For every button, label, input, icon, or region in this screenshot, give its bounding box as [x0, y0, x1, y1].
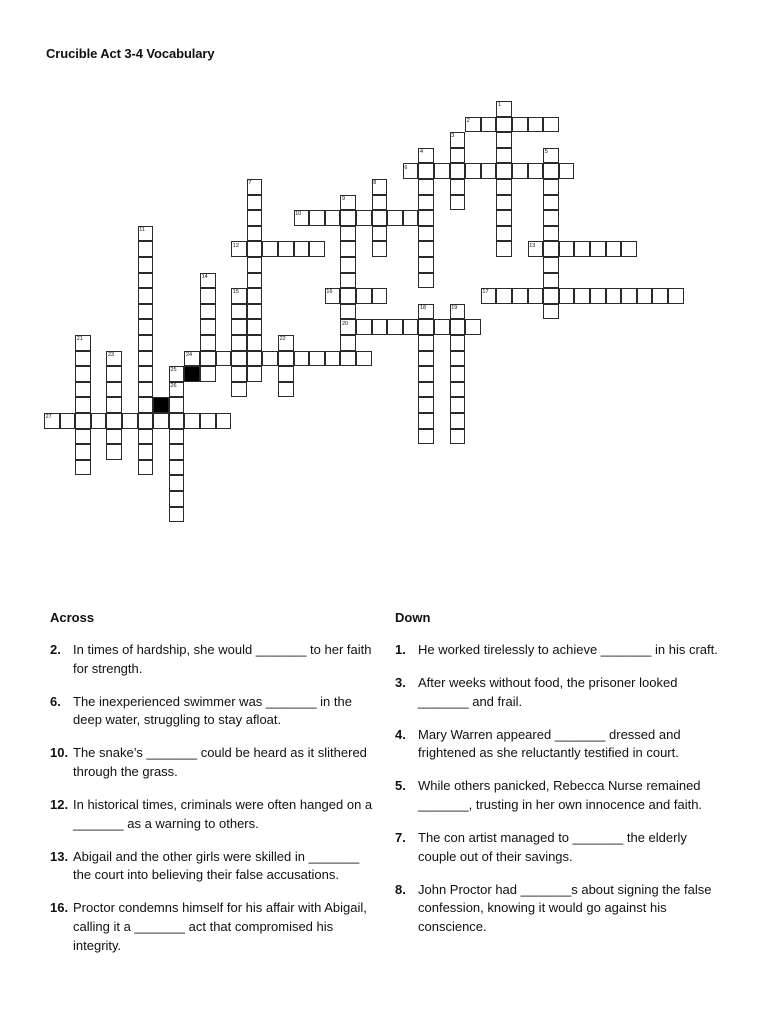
- grid-cell[interactable]: [606, 288, 622, 304]
- grid-cell[interactable]: [169, 475, 185, 491]
- grid-cell[interactable]: [418, 257, 434, 273]
- grid-cell[interactable]: [153, 413, 169, 429]
- clue-number: 13.: [50, 848, 69, 864]
- grid-cell[interactable]: [496, 195, 512, 211]
- grid-cell[interactable]: [512, 117, 528, 133]
- clue-number: 2.: [50, 642, 61, 657]
- grid-cell[interactable]: [231, 366, 247, 382]
- grid-cell[interactable]: [138, 273, 154, 289]
- grid-cell[interactable]: [543, 304, 559, 320]
- grid-cell[interactable]: [247, 351, 263, 367]
- grid-cell[interactable]: [528, 163, 544, 179]
- grid-cell[interactable]: [138, 366, 154, 382]
- clue-text: While others panicked, Rebecca Nurse remained _______, trusting in her own innocence and faith.: [418, 778, 703, 813]
- grid-cell[interactable]: [247, 195, 263, 211]
- grid-cell[interactable]: [481, 163, 497, 179]
- grid-cell[interactable]: [309, 210, 325, 226]
- grid-cell[interactable]: [169, 397, 185, 413]
- grid-cell[interactable]: [138, 351, 154, 367]
- grid-cell[interactable]: [340, 273, 356, 289]
- grid-cell[interactable]: [75, 429, 91, 445]
- grid-cell[interactable]: [91, 413, 107, 429]
- grid-clue-number: 15: [232, 289, 239, 296]
- grid-cell[interactable]: [356, 351, 372, 367]
- grid-cell[interactable]: [418, 429, 434, 445]
- across-clue: [50, 744, 380, 781]
- grid-clue-number: 9: [342, 195, 346, 202]
- down-clue: [395, 829, 725, 866]
- grid-cell[interactable]: [122, 413, 138, 429]
- grid-clue-number: 12: [232, 242, 239, 249]
- down-clue: [395, 641, 725, 660]
- grid-cell[interactable]: [294, 351, 310, 367]
- grid-clue-number: 20: [342, 320, 349, 327]
- grid-cell[interactable]: [247, 319, 263, 335]
- grid-clue-number: 1: [498, 102, 502, 109]
- clue-number: 6.: [50, 693, 61, 709]
- grid-cell[interactable]: [231, 382, 247, 398]
- grid-cell[interactable]: [543, 288, 559, 304]
- grid-cell[interactable]: [278, 351, 294, 367]
- grid-cell[interactable]: [387, 210, 403, 226]
- grid-cell[interactable]: [496, 210, 512, 226]
- grid-cell[interactable]: [138, 397, 154, 413]
- down-clue: [395, 674, 725, 711]
- grid-cell[interactable]: [606, 241, 622, 257]
- grid-cell[interactable]: [496, 179, 512, 195]
- grid-cell[interactable]: [106, 413, 122, 429]
- grid-clue-number: 18: [420, 305, 427, 311]
- grid-cell[interactable]: [106, 429, 122, 445]
- grid-cell[interactable]: [496, 117, 512, 133]
- grid-cell[interactable]: [247, 210, 263, 226]
- grid-cell[interactable]: [356, 210, 372, 226]
- clue-number: 4.: [395, 726, 406, 742]
- grid-clue-number: 14: [201, 273, 208, 280]
- grid-clue-number: 23: [108, 351, 115, 358]
- grid-cell[interactable]: [418, 241, 434, 257]
- down-clue: [395, 881, 725, 937]
- across-clues: [50, 610, 380, 970]
- grid-clue-number: 25: [170, 367, 177, 374]
- grid-cell[interactable]: [340, 335, 356, 351]
- grid-clue-number: 6: [404, 164, 408, 171]
- grid-clue-number: 24: [186, 351, 193, 358]
- page-title: Crucible Act 3-4 Vocabulary: [46, 46, 215, 61]
- grid-cell[interactable]: [450, 429, 466, 445]
- clue-number: 10.: [50, 745, 69, 761]
- grid-cell[interactable]: [138, 413, 154, 429]
- grid-cell[interactable]: [574, 241, 590, 257]
- down-clues: [395, 610, 725, 951]
- grid-cell[interactable]: [200, 351, 216, 367]
- down-clue: [395, 777, 725, 814]
- across-clue: [50, 796, 380, 833]
- grid-cell[interactable]: [372, 319, 388, 335]
- grid-clue-number: 8: [373, 180, 377, 187]
- grid-cell[interactable]: [200, 413, 216, 429]
- grid-cell[interactable]: [450, 319, 466, 335]
- grid-cell[interactable]: [559, 241, 575, 257]
- down-clue: [395, 726, 725, 763]
- grid-cell[interactable]: [528, 117, 544, 133]
- grid-cell[interactable]: [138, 444, 154, 460]
- grid-clue-number: 19: [451, 305, 458, 311]
- grid-cell[interactable]: [496, 241, 512, 257]
- grid-block: [153, 397, 169, 413]
- grid-cell[interactable]: [247, 273, 263, 289]
- grid-clue-number: 10: [295, 211, 302, 218]
- grid-cell[interactable]: [262, 351, 278, 367]
- grid-cell[interactable]: [231, 304, 247, 320]
- grid-cell[interactable]: [496, 148, 512, 164]
- grid-cell[interactable]: [340, 351, 356, 367]
- grid-cell[interactable]: [169, 413, 185, 429]
- clue-text: After weeks without food, the prisoner looked _______ and frail.: [418, 675, 678, 709]
- grid-cell[interactable]: [450, 413, 466, 429]
- grid-cell[interactable]: [543, 210, 559, 226]
- grid-cell[interactable]: [262, 241, 278, 257]
- grid-cell[interactable]: [309, 241, 325, 257]
- grid-cell[interactable]: [278, 366, 294, 382]
- grid-cell[interactable]: [169, 491, 185, 507]
- grid-cell[interactable]: [340, 288, 356, 304]
- grid-cell[interactable]: [528, 288, 544, 304]
- grid-cell[interactable]: [325, 210, 341, 226]
- grid-cell[interactable]: [496, 132, 512, 148]
- grid-cell[interactable]: [559, 163, 575, 179]
- grid-cell[interactable]: [418, 163, 434, 179]
- grid-cell[interactable]: [372, 288, 388, 304]
- clue-number: 8.: [395, 881, 406, 897]
- grid-cell[interactable]: [450, 382, 466, 398]
- grid-cell[interactable]: [356, 288, 372, 304]
- grid-cell[interactable]: [465, 163, 481, 179]
- clue-text: The con artist managed to _______ the elderly couple out of their savings.: [418, 830, 687, 864]
- grid-cell[interactable]: [138, 429, 154, 445]
- grid-cell[interactable]: [574, 288, 590, 304]
- grid-cell[interactable]: [278, 241, 294, 257]
- grid-cell[interactable]: [138, 241, 154, 257]
- grid-clue-number: 16: [326, 289, 333, 296]
- clue-number: 5.: [395, 778, 406, 794]
- grid-cell[interactable]: [418, 319, 434, 335]
- grid-cell[interactable]: [496, 226, 512, 242]
- clue-text: Proctor condemns himself for his affair with Abigail, calling it a _______ act that compromised his integrity.: [73, 900, 367, 953]
- grid-cell[interactable]: [418, 382, 434, 398]
- grid-cell[interactable]: [450, 163, 466, 179]
- grid-cell[interactable]: [184, 413, 200, 429]
- grid-cell[interactable]: [247, 335, 263, 351]
- grid-cell[interactable]: [106, 444, 122, 460]
- grid-cell[interactable]: [418, 397, 434, 413]
- grid-cell[interactable]: [169, 444, 185, 460]
- grid-cell[interactable]: [450, 397, 466, 413]
- grid-clue-number: 27: [45, 414, 52, 421]
- grid-cell[interactable]: [418, 413, 434, 429]
- grid-cell[interactable]: [231, 335, 247, 351]
- grid-clue-number: 4: [420, 149, 424, 155]
- grid-cell[interactable]: [543, 226, 559, 242]
- clue-text: In historical times, criminals were often hanged on a _______ as a warning to others.: [73, 797, 373, 831]
- clue-text: John Proctor had _______s about signing the false confession, knowing it would go against his conscience.: [418, 881, 712, 935]
- grid-clue-number: 17: [482, 289, 489, 296]
- grid-cell[interactable]: [340, 210, 356, 226]
- grid-cell[interactable]: [387, 319, 403, 335]
- grid-cell[interactable]: [75, 413, 91, 429]
- clue-text: Mary Warren appeared _______ dressed and frightened as she reluctantly testified in court.: [418, 726, 681, 761]
- grid-cell[interactable]: [496, 163, 512, 179]
- grid-clue-number: 5: [544, 149, 548, 155]
- grid-clue-number: 11: [139, 227, 145, 233]
- grid-cell[interactable]: [418, 179, 434, 195]
- grid-cell[interactable]: [75, 366, 91, 382]
- grid-cell[interactable]: [216, 351, 232, 367]
- grid-cell[interactable]: [450, 148, 466, 164]
- grid-cell[interactable]: [138, 382, 154, 398]
- grid-cell[interactable]: [559, 288, 575, 304]
- grid-cell[interactable]: [106, 397, 122, 413]
- grid-cell[interactable]: [356, 319, 372, 335]
- grid-cell[interactable]: [200, 335, 216, 351]
- grid-cell[interactable]: [200, 304, 216, 320]
- grid-clue-number: 7: [248, 180, 252, 187]
- grid-clue-number: 21: [76, 336, 83, 343]
- grid-cell[interactable]: [434, 163, 450, 179]
- grid-cell[interactable]: [652, 288, 668, 304]
- grid-cell[interactable]: [340, 241, 356, 257]
- grid-cell[interactable]: [138, 460, 154, 476]
- grid-cell[interactable]: [481, 117, 497, 133]
- grid-cell[interactable]: [418, 335, 434, 351]
- grid-cell[interactable]: [309, 351, 325, 367]
- clue-text: The inexperienced swimmer was _______ in the deep water, struggling to stay afloat.: [73, 693, 352, 728]
- grid-cell[interactable]: [231, 351, 247, 367]
- grid-cell[interactable]: [418, 226, 434, 242]
- grid-cell[interactable]: [75, 444, 91, 460]
- grid-cell[interactable]: [60, 413, 76, 429]
- grid-cell[interactable]: [340, 226, 356, 242]
- clue-text: The snake’s _______ could be heard as it slithered through the grass.: [73, 745, 367, 779]
- grid-cell[interactable]: [75, 397, 91, 413]
- grid-cell[interactable]: [138, 304, 154, 320]
- grid-cell[interactable]: [247, 257, 263, 273]
- across-clue: [50, 848, 380, 885]
- grid-cell[interactable]: [590, 241, 606, 257]
- grid-cell[interactable]: [418, 366, 434, 382]
- grid-cell[interactable]: [621, 241, 637, 257]
- grid-cell[interactable]: [138, 335, 154, 351]
- across-clue: [50, 641, 380, 678]
- grid-cell[interactable]: [543, 195, 559, 211]
- across-heading: Across: [50, 610, 95, 625]
- grid-cell[interactable]: [169, 507, 185, 523]
- grid-cell[interactable]: [138, 319, 154, 335]
- grid-cell[interactable]: [403, 319, 419, 335]
- grid-cell[interactable]: [450, 179, 466, 195]
- grid-cell[interactable]: [75, 460, 91, 476]
- grid-cell[interactable]: [247, 304, 263, 320]
- clue-text: In times of hardship, she would _______ to her faith for strength.: [73, 642, 372, 676]
- clue-text: He worked tirelessly to achieve _______ in his craft.: [418, 642, 718, 657]
- grid-cell[interactable]: [106, 366, 122, 382]
- grid-clue-number: 13: [529, 242, 536, 249]
- grid-cell[interactable]: [590, 288, 606, 304]
- grid-cell[interactable]: [138, 288, 154, 304]
- grid-cell[interactable]: [340, 257, 356, 273]
- clue-number: 7.: [395, 830, 406, 846]
- grid-cell[interactable]: [372, 241, 388, 257]
- grid-cell[interactable]: [621, 288, 637, 304]
- grid-cell[interactable]: [372, 226, 388, 242]
- grid-cell[interactable]: [106, 382, 122, 398]
- grid-cell[interactable]: [403, 210, 419, 226]
- grid-cell[interactable]: [200, 366, 216, 382]
- grid-cell[interactable]: [543, 163, 559, 179]
- grid-cell[interactable]: [138, 257, 154, 273]
- grid-cell[interactable]: [247, 226, 263, 242]
- grid-cell[interactable]: [169, 460, 185, 476]
- grid-cell[interactable]: [75, 382, 91, 398]
- grid-cell[interactable]: [418, 210, 434, 226]
- grid-cell[interactable]: [294, 241, 310, 257]
- clue-number: 3.: [395, 675, 406, 691]
- grid-cell[interactable]: [450, 351, 466, 367]
- grid-cell[interactable]: [247, 366, 263, 382]
- grid-cell[interactable]: [372, 210, 388, 226]
- across-clue: [50, 899, 380, 955]
- grid-block: [184, 366, 200, 382]
- clue-number: 12.: [50, 797, 69, 813]
- grid-cell[interactable]: [637, 288, 653, 304]
- grid-cell[interactable]: [278, 382, 294, 398]
- grid-cell[interactable]: [668, 288, 684, 304]
- grid-cell[interactable]: [216, 413, 232, 429]
- clue-number: 16.: [50, 900, 69, 916]
- grid-cell[interactable]: [169, 429, 185, 445]
- down-heading: Down: [395, 610, 431, 625]
- grid-cell[interactable]: [450, 195, 466, 211]
- grid-cell[interactable]: [340, 304, 356, 320]
- grid-cell[interactable]: [200, 288, 216, 304]
- grid-clue-number: 3: [451, 133, 455, 140]
- grid-cell[interactable]: [512, 163, 528, 179]
- grid-cell[interactable]: [372, 195, 388, 211]
- grid-cell[interactable]: [543, 241, 559, 257]
- grid-clue-number: 2: [466, 117, 470, 124]
- clue-text: Abigail and the other girls were skilled in _______ the court into believing their false accusations.: [73, 848, 360, 883]
- grid-cell[interactable]: [231, 319, 247, 335]
- grid-cell[interactable]: [200, 319, 216, 335]
- grid-cell[interactable]: [247, 288, 263, 304]
- grid-cell[interactable]: [512, 288, 528, 304]
- grid-cell[interactable]: [543, 273, 559, 289]
- grid-clue-number: 22: [279, 336, 286, 343]
- grid-cell[interactable]: [450, 366, 466, 382]
- grid-cell[interactable]: [434, 319, 450, 335]
- grid-cell[interactable]: [75, 351, 91, 367]
- grid-cell[interactable]: [496, 288, 512, 304]
- across-clue: [50, 693, 380, 730]
- grid-cell[interactable]: [247, 241, 263, 257]
- grid-cell[interactable]: [418, 351, 434, 367]
- grid-cell[interactable]: [418, 195, 434, 211]
- clue-number: 1.: [395, 642, 406, 657]
- grid-cell[interactable]: [543, 257, 559, 273]
- grid-cell[interactable]: [465, 319, 481, 335]
- grid-cell[interactable]: [543, 179, 559, 195]
- grid-cell[interactable]: [543, 117, 559, 133]
- grid-clue-number: 26: [170, 383, 177, 389]
- grid-cell[interactable]: [450, 335, 466, 351]
- grid-cell[interactable]: [418, 273, 434, 289]
- grid-cell[interactable]: [325, 351, 341, 367]
